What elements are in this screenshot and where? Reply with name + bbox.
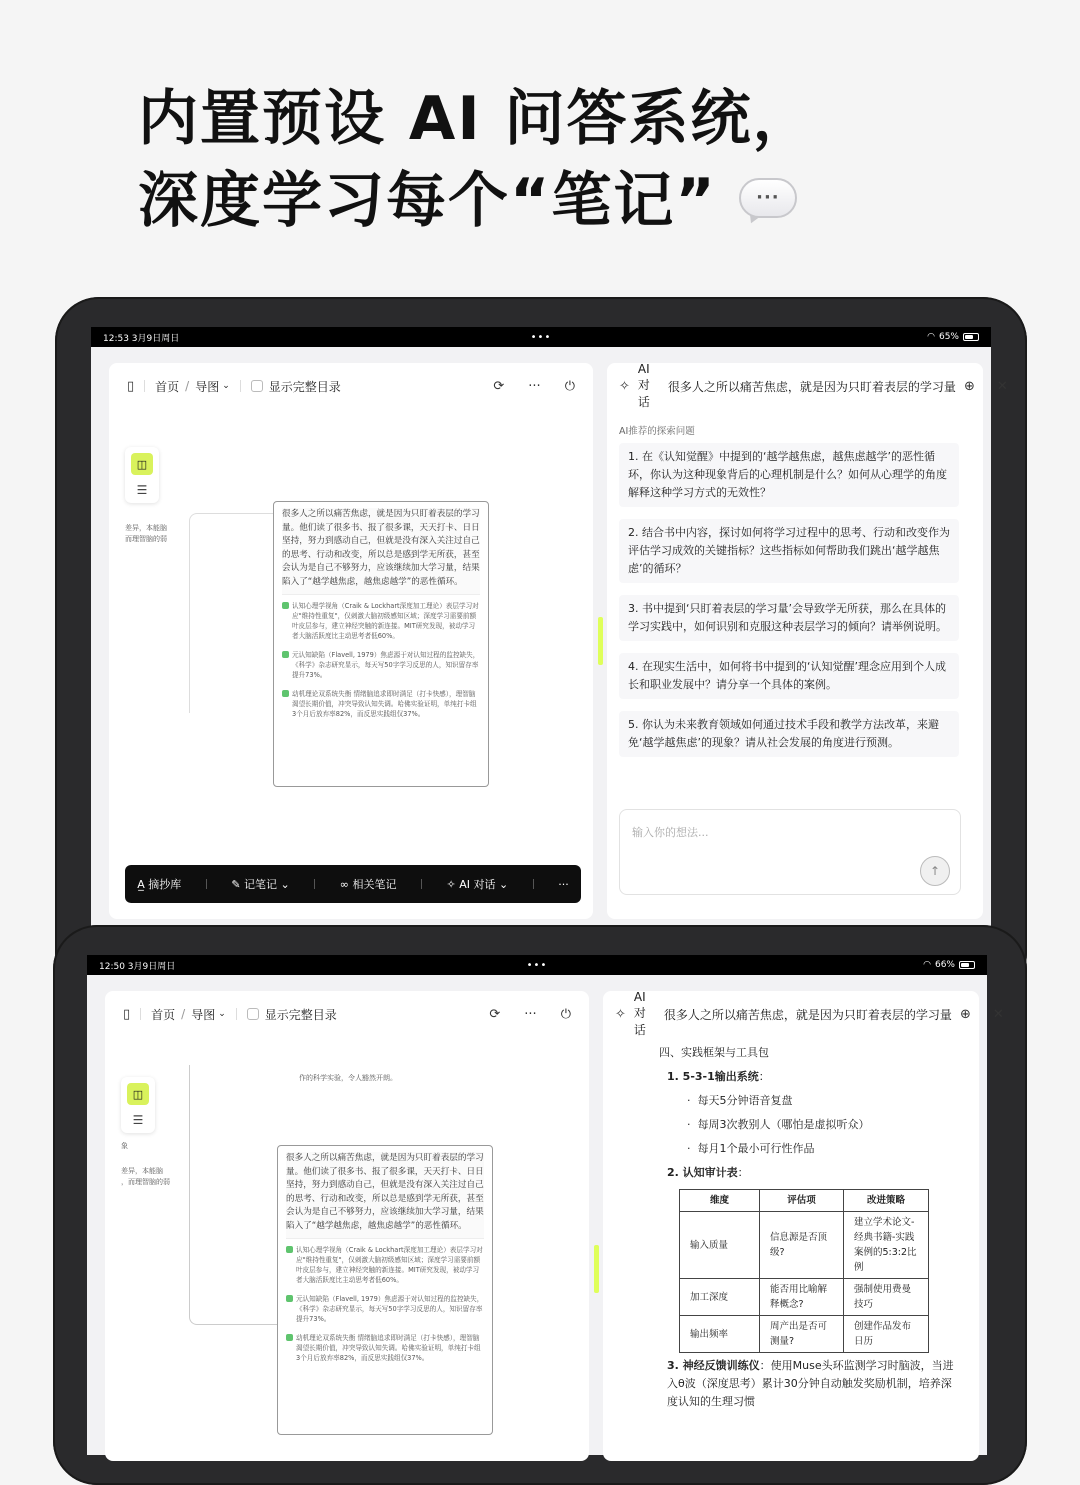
tablet-1 (55, 297, 1027, 997)
status-bar (91, 327, 991, 347)
question-item[interactable]: 5. 你认为未来教育领域如何通过技术手段和教学方法改革，来避免‘越学越焦虑’的现象？请从社会发展的角度进行预测。 (619, 711, 959, 757)
bubble-dots: ··· (756, 187, 780, 208)
chevron-down-icon: ⌄ (280, 878, 290, 891)
more-icon[interactable]: ··· (524, 1006, 537, 1022)
chat-tab-label[interactable]: AI 对话 (633, 990, 646, 1037)
note-sub-item: 元认知缺陷（Flavell, 1979）焦虑源于对认知过程的监控缺失，《科学》杂志研究显示，每天写50字学习反思的人，知识留存率提升73%。 (282, 650, 480, 680)
show-full-toc-label: 显示完整目录 (268, 379, 341, 394)
pane-divider-handle[interactable] (598, 617, 603, 665)
table-header: 改进策略 (844, 1190, 929, 1212)
chat-header (603, 990, 1004, 1037)
chat-input-placeholder: 输入你的想法... (632, 826, 709, 839)
status-time: 12:53 3月9日周日 (103, 333, 180, 344)
status-bar (87, 955, 987, 975)
multitask-dots[interactable]: ••• (526, 959, 548, 971)
status-time: 12:50 3月9日周日 (99, 961, 176, 972)
show-full-toc-checkbox[interactable] (251, 380, 263, 392)
sidebar-toggle-icon[interactable]: ▯ (123, 1006, 131, 1022)
note-sub-item: 认知心理学视角（Craik & Lockhart深度加工理论）表层学习对应"维持性重复"，仅刺激大脑初级感知区域；深度学习需要前额叶皮层参与，建立神经突触的新连接。MIT研究发现，被动学习者大脑活跃度比主动思考者低60%。 (282, 601, 480, 641)
mindmap-view-icon[interactable]: ◫ (131, 453, 153, 475)
wifi-icon: ◠ (923, 960, 931, 970)
leaf-icon (286, 1334, 293, 1341)
answer-item: 1. 5-3-1输出系统： (667, 1070, 770, 1083)
sync-icon[interactable]: ⟳ (489, 1006, 501, 1022)
link-icon: ∞ (339, 878, 349, 891)
target-icon[interactable]: ⊕ (963, 378, 975, 394)
ai-chat-button[interactable]: ✧ AI 对话 ⌄ (446, 878, 509, 891)
node-connector (189, 513, 279, 713)
chevron-down-icon[interactable]: ⌄ (218, 1009, 226, 1019)
question-item[interactable]: 4. 在现实生活中，如何将书中提到的‘认知觉醒’理念应用到个人成长和职业发展中？请分享一个具体的案例。 (619, 653, 959, 699)
breadcrumb-separator: / (185, 379, 190, 393)
battery-percent: 66% (934, 960, 955, 970)
node-fragment: 差异，本能脑 而理智脑的弱 (125, 524, 167, 543)
answer-section-heading: 四、实践框架与工具包 (659, 1046, 769, 1059)
table-row: 加工深度 能否用比喻解释概念? 强制使用费曼技巧 (680, 1279, 929, 1316)
audit-table (679, 1189, 929, 1353)
mindmap-toolbar (109, 363, 593, 409)
tablet-2-screen (87, 955, 1004, 1455)
more-icon[interactable]: ··· (528, 378, 541, 394)
answer-item: 3. 神经反馈训练仪：使用Muse头环监测学习时脑波，当进入θ波（深度思考）累计30分钟自动触发奖励机制，培养深度认知的生理习惯 (667, 1359, 954, 1408)
take-note-button[interactable]: ✎ 记笔记 ⌄ (231, 878, 290, 891)
node-fragment: 象 差异，本能脑 ，而理智脑的弱 (121, 1142, 170, 1186)
battery-icon (959, 961, 975, 969)
sparkle-icon: ✧ (619, 378, 630, 394)
note-main-text: 很多人之所以痛苦焦虑，就是因为只盯着表层的学习量。他们读了很多书、报了很多课，天天打卡、日日坚持，努力到感动自己，但就是没有深入关注过自己的思考、行动和改变，所以总是感到学无所获，甚至会认为是自己不够努力，应该继续加大学习量，结果陷入了“越学越焦虑，越焦虑越学”的恶性循环。 (282, 508, 480, 595)
breadcrumb-separator: / (181, 1007, 186, 1021)
list-view-icon[interactable]: ☰ (136, 483, 148, 497)
close-icon[interactable]: ✕ (992, 1006, 1004, 1022)
power-icon[interactable]: ⏻ (564, 378, 575, 394)
chevron-down-icon: ⌄ (498, 878, 509, 891)
ai-answer (647, 1041, 957, 1411)
note-sub-item: 认知心理学视角（Craik & Lockhart深度加工理论）表层学习对应"维持性重复"，仅刺激大脑初级感知区域；深度学习需要前额叶皮层参与，建立神经突触的新连接。MIT研究发现，被动学习者大脑活跃度比主动思考者低60%。 (286, 1245, 484, 1285)
leaf-icon (286, 1295, 293, 1302)
answer-item: 2. 认知审计表： (667, 1166, 749, 1179)
breadcrumb-home[interactable]: 首页 (151, 1007, 176, 1022)
ai-chat-pane (607, 362, 1008, 919)
power-icon[interactable]: ⏻ (560, 1006, 571, 1022)
ai-chat-pane (603, 990, 1004, 1461)
table-row: 输出频率 周产出是否可测量? 创建作品发布日历 (680, 1316, 929, 1353)
tablet-2 (53, 925, 1027, 1485)
pane-divider-handle[interactable] (594, 1245, 599, 1293)
breadcrumb-home[interactable]: 首页 (155, 379, 180, 394)
breadcrumb-mindmap[interactable]: 导图 (191, 1007, 216, 1022)
battery-percent: 65% (938, 332, 959, 342)
headline-line-2 (138, 160, 815, 242)
bottom-toolbar (125, 865, 581, 903)
sidebar-toggle-icon[interactable]: ▯ (127, 378, 135, 394)
excerpt-icon: A̲ (137, 878, 145, 891)
answer-bullet: · 每天5分钟语音复盘 (687, 1094, 793, 1107)
list-view-icon[interactable]: ☰ (132, 1113, 144, 1127)
table-row: 输入质量 信息源是否顶级? 建立学术论文-经典书籍-实践案例的5:3:2比例 (680, 1212, 929, 1279)
answer-bullet: · 每周3次教别人（哪怕是虚拟听众） (687, 1118, 870, 1131)
note-sub-item: 元认知缺陷（Flavell, 1979）焦虑源于对认知过程的监控缺失，《科学》杂志研究显示，每天写50字学习反思的人，知识留存率提升73%。 (286, 1294, 484, 1324)
wifi-icon: ◠ (927, 332, 935, 342)
headline (138, 78, 815, 242)
question-item[interactable]: 3. 书中提到‘只盯着表层的学习量’会导致学无所获，那么在具体的学习实践中，如何识别和克服这种表层学习的倾向？请举例说明。 (619, 595, 959, 641)
show-full-toc-label: 显示完整目录 (264, 1007, 337, 1022)
battery-icon (963, 333, 979, 341)
leaf-icon (286, 1246, 293, 1253)
note-card[interactable] (273, 501, 489, 787)
chat-input[interactable] (619, 809, 961, 895)
question-item[interactable]: 2. 结合书中内容，探讨如何将学习过程中的思考、行动和改变作为评估学习成效的关键指标？这些指标如何帮助我们跳出‘越学越焦虑’的循环？ (619, 519, 959, 583)
mindmap-pane (109, 363, 593, 919)
close-icon[interactable]: ✕ (996, 378, 1008, 394)
leaf-icon (282, 602, 289, 609)
view-switcher (125, 447, 159, 503)
note-sub-item: 动机理论双系统失衡 情绪脑追求即时满足（打卡快感），理智脑渴望长期价值，冲突导致认知失调。哈佛实验证明，单纯打卡组3个月后放弃率82%，而反思实践组仅37%。 (286, 1333, 484, 1363)
node-fragment-top: 作的科学实验，令人豁然开朗。 (299, 1074, 397, 1082)
note-card[interactable] (277, 1145, 493, 1435)
answer-bullet: · 每月1个最小可行性作品 (687, 1142, 815, 1155)
chat-tab-label[interactable]: AI 对话 (637, 362, 650, 409)
chat-title: 很多人之所以痛苦焦虑，就是因为只盯着表层的学习量 (663, 1007, 952, 1022)
table-header: 维度 (680, 1190, 760, 1212)
mindmap-pane (105, 991, 589, 1461)
show-full-toc-checkbox[interactable] (247, 1008, 259, 1020)
pen-icon: ✎ (231, 878, 241, 891)
breadcrumb-mindmap[interactable]: 导图 (195, 379, 220, 394)
multitask-dots[interactable]: ••• (530, 331, 552, 343)
more-button[interactable]: ··· (558, 877, 569, 891)
chat-title: 很多人之所以痛苦焦虑，就是因为只盯着表层的学习量 (667, 379, 956, 394)
headline-line-2-text: 深度学习每个“笔记” (138, 166, 717, 236)
leaf-icon (282, 690, 289, 697)
mindmap-toolbar (105, 991, 589, 1037)
sync-icon[interactable]: ⟳ (493, 378, 505, 394)
recommended-label: AI推荐的探索问题 (619, 426, 695, 437)
chevron-down-icon[interactable]: ⌄ (222, 381, 230, 391)
send-button[interactable] (920, 856, 950, 886)
headline-line-1: 内置预设 AI 问答系统， (138, 84, 815, 154)
sparkle-icon: ✧ (446, 878, 456, 891)
target-icon[interactable]: ⊕ (959, 1006, 971, 1022)
note-sub-item: 动机理论双系统失衡 情绪脑追求即时满足（打卡快感），理智脑渴望长期价值，冲突导致认知失调。哈佛实验证明，单纯打卡组3个月后放弃率82%，而反思实践组仅37%。 (282, 689, 480, 719)
leaf-icon (282, 651, 289, 658)
note-main-text: 很多人之所以痛苦焦虑，就是因为只盯着表层的学习量。他们读了很多书、报了很多课，天天打卡、日日坚持，努力到感动自己，但就是没有深入关注过自己的思考、行动和改变，所以总是感到学无所获，甚至会认为是自己不够努力，应该继续加大学习量，结果陷入了“越学越焦虑，越焦虑越学”的恶性循环。 (286, 1152, 484, 1239)
mindmap-view-icon[interactable]: ◫ (127, 1083, 149, 1105)
question-list (619, 443, 959, 769)
view-switcher (121, 1077, 155, 1133)
tablet-1-screen (91, 327, 1008, 927)
table-header: 评估项 (760, 1190, 844, 1212)
sparkle-icon: ✧ (615, 1006, 626, 1022)
speech-bubble-icon (739, 178, 797, 224)
chat-header (607, 362, 1008, 409)
related-notes-button[interactable]: ∞ 相关笔记 (339, 878, 397, 891)
excerpt-button[interactable]: A̲ 摘抄库 (137, 878, 182, 891)
question-item[interactable]: 1. 在《认知觉醒》中提到的‘越学越焦虑，越焦虑越学’的恶性循环，你认为这种现象背后的心理机制是什么？如何从心理学的角度解释这种学习方式的无效性？ (619, 443, 959, 507)
arrow-up-icon: ↑ (929, 864, 941, 878)
